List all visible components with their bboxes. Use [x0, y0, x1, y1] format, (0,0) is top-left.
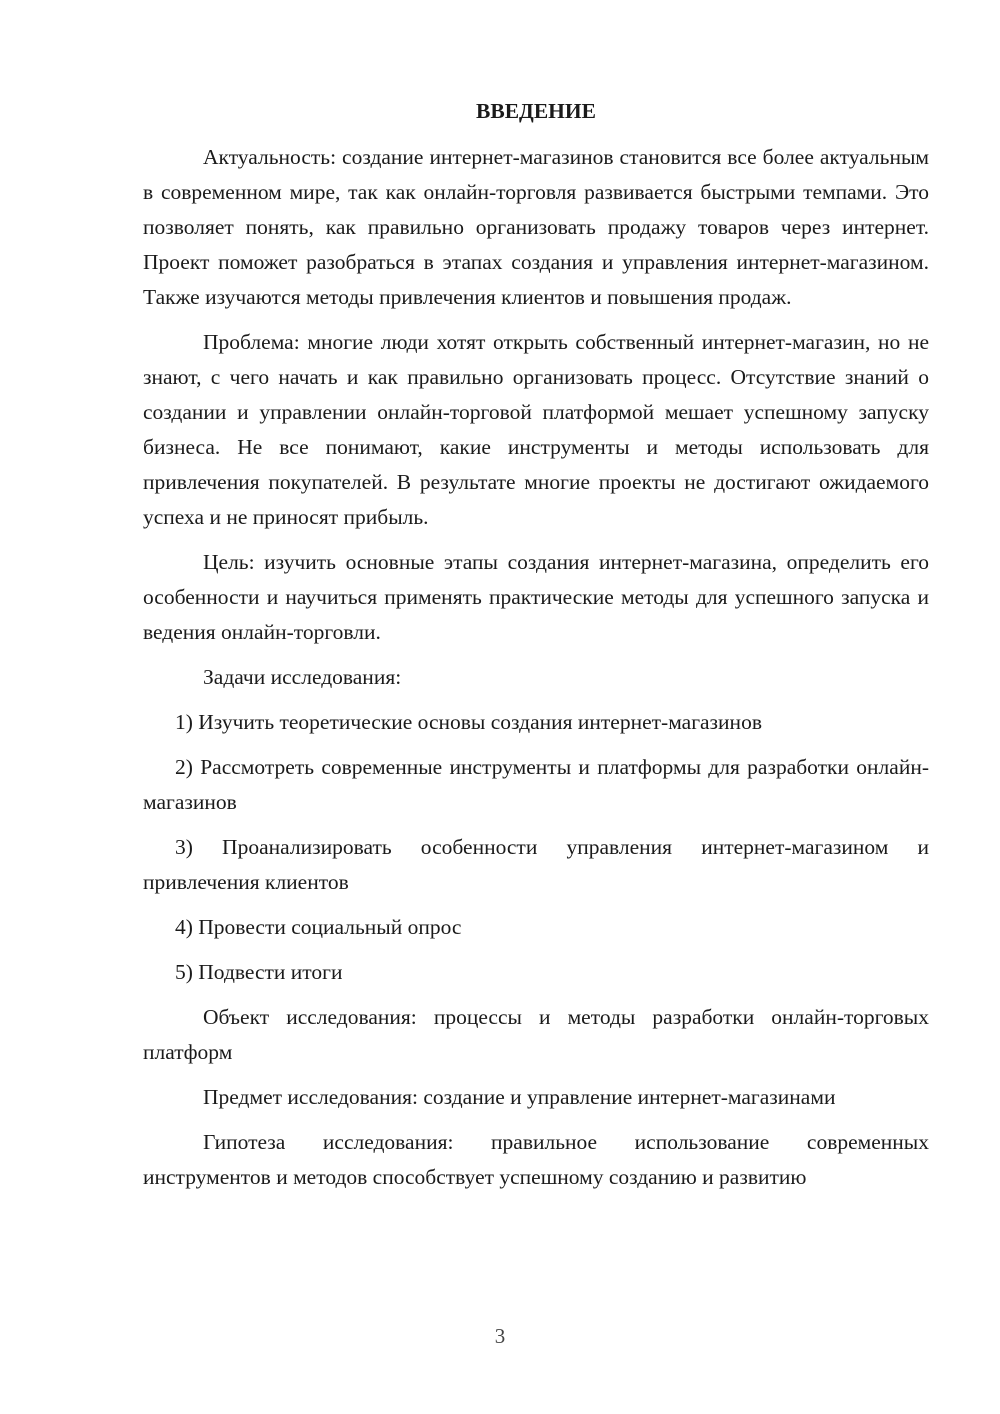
goal-paragraph: Цель: изучить основные этапы создания интернет-магазина, определить его особенности и научиться применять практические методы для успешного запуска и ведения онлайн-торговли.: [143, 550, 929, 644]
subject-paragraph: Предмет исследования: создание и управление интернет-магазинами: [203, 1085, 836, 1109]
task-item: 1) Изучить теоретические основы создания интернет-магазинов: [175, 710, 762, 734]
page-number: 3: [494, 1324, 506, 1348]
relevance-paragraph: Актуальность: создание интернет-магазинов становится все более актуальным в современном мире, так как онлайн-торговля развивается быстрыми темпами. Это позволяет понять, как правильно организовать продажу товаров через интернет. Проект поможет разобраться в этапах создания и управления интернет-магазином. Также изучаются методы привлечения клиентов и повышения продаж.: [143, 145, 929, 309]
task-item: 5) Подвести итоги: [175, 960, 343, 984]
hypothesis-paragraph: Гипотеза исследования: правильное использование современных инструментов и методов способствует успешному созданию и развитию: [143, 1130, 929, 1189]
task-item: 4) Провести социальный опрос: [175, 915, 462, 939]
tasks-heading: Задачи исследования:: [203, 665, 402, 689]
problem-paragraph: Проблема: многие люди хотят открыть собственный интернет-магазин, но не знают, с чего начать и как правильно организовать процесс. Отсутствие знаний о создании и управлении онлайн-торговой платформой мешает успешному запуску бизнеса. Не все понимают, какие инструменты и методы использовать для привлечения покупателей. В результате многие проекты не достигают ожидаемого успеха и не приносят прибыль.: [143, 330, 929, 529]
section-title: ВВЕДЕНИЕ: [476, 99, 596, 123]
task-item: 2) Рассмотреть современные инструменты и платформы для разработки онлайн-магазинов: [143, 755, 929, 814]
page-content: [143, 94, 929, 1205]
object-paragraph: Объект исследования: процессы и методы разработки онлайн-торговых платформ: [143, 1005, 929, 1064]
task-item: 3) Проанализировать особенности управления интернет-магазином и привлечения клиентов: [143, 835, 929, 894]
